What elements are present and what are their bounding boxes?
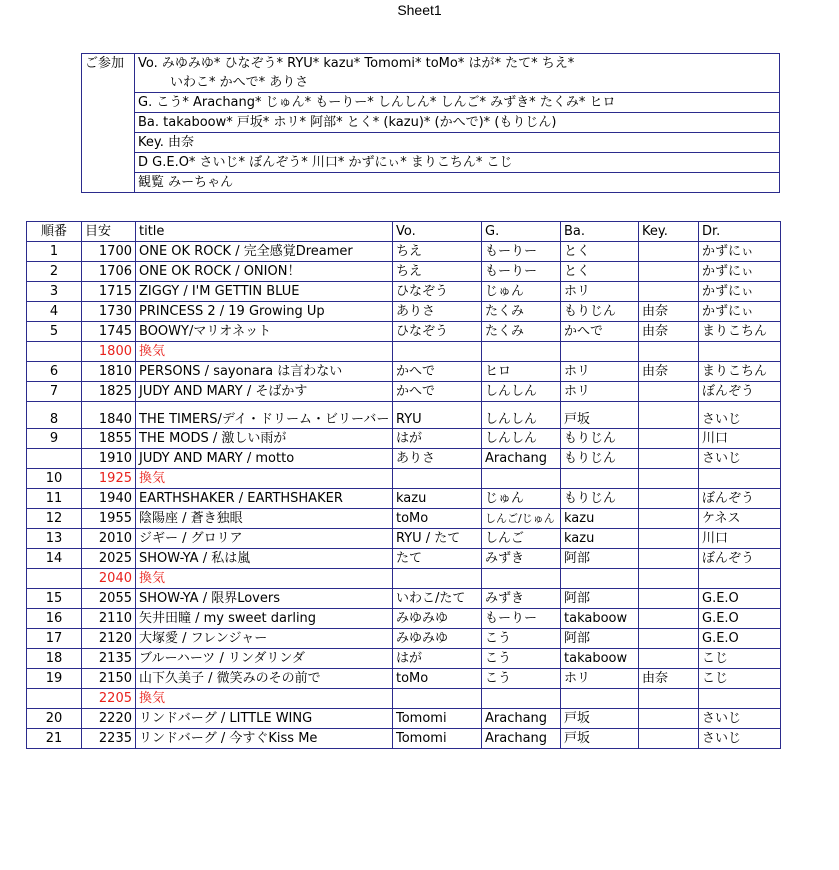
bass-cell: 戸坂 [561,709,639,729]
order-cell: 16 [27,609,82,629]
break-row [27,689,781,709]
guitar-cell: Arachang [482,709,561,729]
title-cell: BOOWY/マリオネット [136,322,393,342]
table-row [27,629,781,649]
drums-cell: 川口 [699,429,781,449]
vocal-cell: ありさ [393,302,482,322]
keyboard-cell [639,689,699,709]
order-cell [27,449,82,469]
bass-cell: 戸坂 [561,729,639,749]
time-cell: 2135 [82,649,136,669]
order-cell: 5 [27,322,82,342]
keyboard-cell [639,282,699,302]
participants-cell: G. こう* Arachang* じゅん* もーりー* しんしん* しんご* みずき* たくみ* ヒロ [135,93,780,113]
vocal-cell: はが [393,429,482,449]
keyboard-cell [639,569,699,589]
header-keyboard: Key. [639,222,699,242]
vocal-cell: いわこ/たて [393,589,482,609]
order-cell: 2 [27,262,82,282]
header-guitar: G. [482,222,561,242]
bass-cell: とく [561,242,639,262]
table-row [27,529,781,549]
drums-cell: かずにぃ [699,302,781,322]
order-cell: 14 [27,549,82,569]
title-cell: ONE OK ROCK / ONION！ [136,262,393,282]
bass-cell: kazu [561,509,639,529]
break-row [27,469,781,489]
time-cell: 1700 [82,242,136,262]
drums-cell: かずにぃ [699,242,781,262]
drums-cell: まりこちん [699,362,781,382]
order-cell: 11 [27,489,82,509]
time-cell: 1955 [82,509,136,529]
title-cell: 換気 [136,469,393,489]
bass-cell: とく [561,262,639,282]
table-row [27,382,781,402]
table-row [27,302,781,322]
drums-cell: G.E.O [699,609,781,629]
bass-cell [561,689,639,709]
order-cell: 13 [27,529,82,549]
title-cell: ZIGGY / I'M GETTIN BLUE [136,282,393,302]
schedule-table [26,221,781,749]
guitar-cell: Arachang [482,729,561,749]
drums-cell: かずにぃ [699,282,781,302]
drums-cell: ぼんぞう [699,489,781,509]
bass-cell: もりじん [561,429,639,449]
time-cell: 1800 [82,342,136,362]
time-cell: 2025 [82,549,136,569]
vocal-cell [393,689,482,709]
table-row [27,549,781,569]
drums-cell [699,342,781,362]
header-title: title [136,222,393,242]
order-cell: 12 [27,509,82,529]
table-row [27,649,781,669]
table-row [27,669,781,689]
bass-cell: もりじん [561,449,639,469]
keyboard-cell [639,469,699,489]
order-cell: 21 [27,729,82,749]
drums-cell: こじ [699,669,781,689]
title-cell: 矢井田瞳 / my sweet darling [136,609,393,629]
participants-label: ご参加 [82,54,135,193]
bass-cell: ホリ [561,669,639,689]
keyboard-cell [639,729,699,749]
header-order: 順番 [27,222,82,242]
drums-cell: 川口 [699,529,781,549]
table-row [27,449,781,469]
bass-cell: もりじん [561,302,639,322]
drums-cell: かずにぃ [699,262,781,282]
bass-cell: 戸坂 [561,402,639,429]
participants-cell: D G.E.O* さいじ* ぼんぞう* 川口* かずにぃ* まりこちん* こじ [135,153,780,173]
time-cell: 1715 [82,282,136,302]
sheet-title: Sheet1 [397,2,442,18]
keyboard-cell [639,242,699,262]
vocal-cell: ありさ [393,449,482,469]
bass-cell: takaboow [561,649,639,669]
order-cell [27,342,82,362]
title-cell: 換気 [136,689,393,709]
time-cell: 2120 [82,629,136,649]
time-cell: 1940 [82,489,136,509]
participants-cell [135,54,780,93]
guitar-cell [482,689,561,709]
guitar-cell: Arachang [482,449,561,469]
keyboard-cell [639,549,699,569]
order-cell: 7 [27,382,82,402]
drums-cell: ぼんぞう [699,382,781,402]
participants-cell: Ba. takaboow* 戸坂* ホリ* 阿部* とく* (kazu)* (かへで)* (もりじん) [135,113,780,133]
guitar-cell: しんしん [482,402,561,429]
title-cell: EARTHSHAKER / EARTHSHAKER [136,489,393,509]
time-cell: 2010 [82,529,136,549]
drums-cell: G.E.O [699,629,781,649]
keyboard-cell [639,709,699,729]
time-cell: 1840 [82,402,136,429]
time-cell: 2040 [82,569,136,589]
participants-row [82,173,780,193]
time-cell: 2055 [82,589,136,609]
keyboard-cell [639,529,699,549]
vocal-cell: toMo [393,669,482,689]
guitar-cell: たくみ [482,302,561,322]
bass-cell: kazu [561,529,639,549]
vocal-cell: かへで [393,362,482,382]
vocal-cell: ちえ [393,262,482,282]
time-cell: 1745 [82,322,136,342]
guitar-cell: じゅん [482,282,561,302]
title-cell: 山下久美子 / 微笑みのその前で [136,669,393,689]
keyboard-cell: 由奈 [639,322,699,342]
drums-cell: ケネス [699,509,781,529]
bass-cell: 阿部 [561,549,639,569]
vocal-cell [393,469,482,489]
drums-cell: さいじ [699,729,781,749]
bass-cell [561,569,639,589]
vocal-cell: toMo [393,509,482,529]
keyboard-cell [639,382,699,402]
table-row [27,429,781,449]
header-vocal: Vo. [393,222,482,242]
guitar-cell: こう [482,669,561,689]
order-cell: 8 [27,402,82,429]
table-row [27,589,781,609]
bass-cell [561,469,639,489]
keyboard-cell: 由奈 [639,302,699,322]
guitar-cell: みずき [482,589,561,609]
title-cell: PRINCESS 2 / 19 Growing Up [136,302,393,322]
participants-line: いわこ* かへで* ありさ [170,75,309,90]
guitar-cell [482,469,561,489]
table-row [27,609,781,629]
order-cell: 15 [27,589,82,609]
vocal-cell: かへで [393,382,482,402]
table-row [27,709,781,729]
order-cell: 1 [27,242,82,262]
time-cell: 2205 [82,689,136,709]
time-cell: 1855 [82,429,136,449]
header-time: 目安 [82,222,136,242]
order-cell: 4 [27,302,82,322]
keyboard-cell [639,649,699,669]
table-row [27,489,781,509]
vocal-cell: Tomomi [393,729,482,749]
time-cell: 2220 [82,709,136,729]
guitar-cell: しんご/じゅん [482,509,561,529]
drums-cell: こじ [699,649,781,669]
bass-cell: もりじん [561,489,639,509]
participants-row [82,153,780,173]
order-cell: 3 [27,282,82,302]
time-cell: 2110 [82,609,136,629]
bass-cell: ホリ [561,282,639,302]
title-cell: SHOW-YA / 私は嵐 [136,549,393,569]
title-cell: ONE OK ROCK / 完全感覚Dreamer [136,242,393,262]
vocal-cell: はが [393,649,482,669]
participants-line: Vo. みゆみゆ* ひなぞう* RYU* kazu* Tomomi* toMo* はが* たて* ちえ* [138,56,575,71]
participants-row [82,113,780,133]
title-cell: PERSONS / sayonara は言わない [136,362,393,382]
keyboard-cell [639,342,699,362]
break-row [27,569,781,589]
keyboard-cell [639,489,699,509]
table-row [27,402,781,429]
bass-cell: 阿部 [561,589,639,609]
time-cell: 1825 [82,382,136,402]
participants-cell: Key. 由奈 [135,133,780,153]
vocal-cell [393,342,482,362]
order-cell: 17 [27,629,82,649]
bass-cell [561,342,639,362]
vocal-cell: RYU / たて [393,529,482,549]
drums-cell: さいじ [699,709,781,729]
drums-cell [699,569,781,589]
table-row [27,729,781,749]
guitar-cell: もーりー [482,262,561,282]
drums-cell [699,469,781,489]
table-row [27,282,781,302]
guitar-cell: もーりー [482,609,561,629]
keyboard-cell [639,609,699,629]
vocal-cell [393,569,482,589]
title-cell: リンドバーグ / LITTLE WING [136,709,393,729]
bass-cell: ホリ [561,362,639,382]
time-cell: 1925 [82,469,136,489]
drums-cell: さいじ [699,449,781,469]
participants-row [82,93,780,113]
vocal-cell: Tomomi [393,709,482,729]
vocal-cell: kazu [393,489,482,509]
guitar-cell [482,569,561,589]
participants-table [81,53,780,193]
bass-cell: takaboow [561,609,639,629]
title-cell: 換気 [136,569,393,589]
title-cell: THE TIMERS/デイ・ドリーム・ビリーバー [136,402,393,429]
order-cell: 19 [27,669,82,689]
table-row [27,242,781,262]
title-cell: THE MODS / 激しい雨が [136,429,393,449]
table-row [27,262,781,282]
vocal-cell: ちえ [393,242,482,262]
guitar-cell [482,342,561,362]
guitar-cell: じゅん [482,489,561,509]
title-cell: リンドバーグ / 今すぐKiss Me [136,729,393,749]
title-cell: 陰陽座 / 蒼き独眼 [136,509,393,529]
keyboard-cell [639,429,699,449]
time-cell: 1810 [82,362,136,382]
guitar-cell: こう [482,629,561,649]
guitar-cell: しんご [482,529,561,549]
header-bass: Ba. [561,222,639,242]
vocal-cell: みゆみゆ [393,609,482,629]
time-cell: 1910 [82,449,136,469]
order-cell: 6 [27,362,82,382]
participants-row [82,133,780,153]
vocal-cell: ひなぞう [393,282,482,302]
keyboard-cell: 由奈 [639,669,699,689]
title-cell: ジギー / グロリア [136,529,393,549]
drums-cell: さいじ [699,402,781,429]
keyboard-cell [639,589,699,609]
keyboard-cell: 由奈 [639,362,699,382]
drums-cell [699,689,781,709]
title-cell: JUDY AND MARY / motto [136,449,393,469]
participants-cell: 観覧 みーちゃん [135,173,780,193]
vocal-cell: みゆみゆ [393,629,482,649]
order-cell: 18 [27,649,82,669]
guitar-cell: みずき [482,549,561,569]
keyboard-cell [639,509,699,529]
drums-cell: ぼんぞう [699,549,781,569]
time-cell: 2150 [82,669,136,689]
table-row [27,322,781,342]
order-cell: 10 [27,469,82,489]
guitar-cell: たくみ [482,322,561,342]
keyboard-cell [639,629,699,649]
guitar-cell: しんしん [482,429,561,449]
keyboard-cell [639,262,699,282]
guitar-cell: しんしん [482,382,561,402]
title-cell: SHOW-YA / 限界Lovers [136,589,393,609]
header-drums: Dr. [699,222,781,242]
keyboard-cell [639,449,699,469]
drums-cell: まりこちん [699,322,781,342]
vocal-cell: ひなぞう [393,322,482,342]
guitar-cell: もーりー [482,242,561,262]
guitar-cell: こう [482,649,561,669]
schedule-header-row [27,222,781,242]
order-cell [27,569,82,589]
vocal-cell: RYU [393,402,482,429]
table-row [27,509,781,529]
drums-cell: G.E.O [699,589,781,609]
time-cell: 1730 [82,302,136,322]
break-row [27,342,781,362]
bass-cell: 阿部 [561,629,639,649]
title-cell: JUDY AND MARY / そばかす [136,382,393,402]
bass-cell: ホリ [561,382,639,402]
title-cell: 換気 [136,342,393,362]
title-cell: ブルーハーツ / リンダリンダ [136,649,393,669]
keyboard-cell [639,402,699,429]
order-cell: 9 [27,429,82,449]
title-cell: 大塚愛 / フレンジャー [136,629,393,649]
guitar-cell: ヒロ [482,362,561,382]
participants-row [82,54,780,93]
table-row [27,362,781,382]
time-cell: 2235 [82,729,136,749]
vocal-cell: たて [393,549,482,569]
order-cell: 20 [27,709,82,729]
order-cell [27,689,82,709]
time-cell: 1706 [82,262,136,282]
bass-cell: かへで [561,322,639,342]
